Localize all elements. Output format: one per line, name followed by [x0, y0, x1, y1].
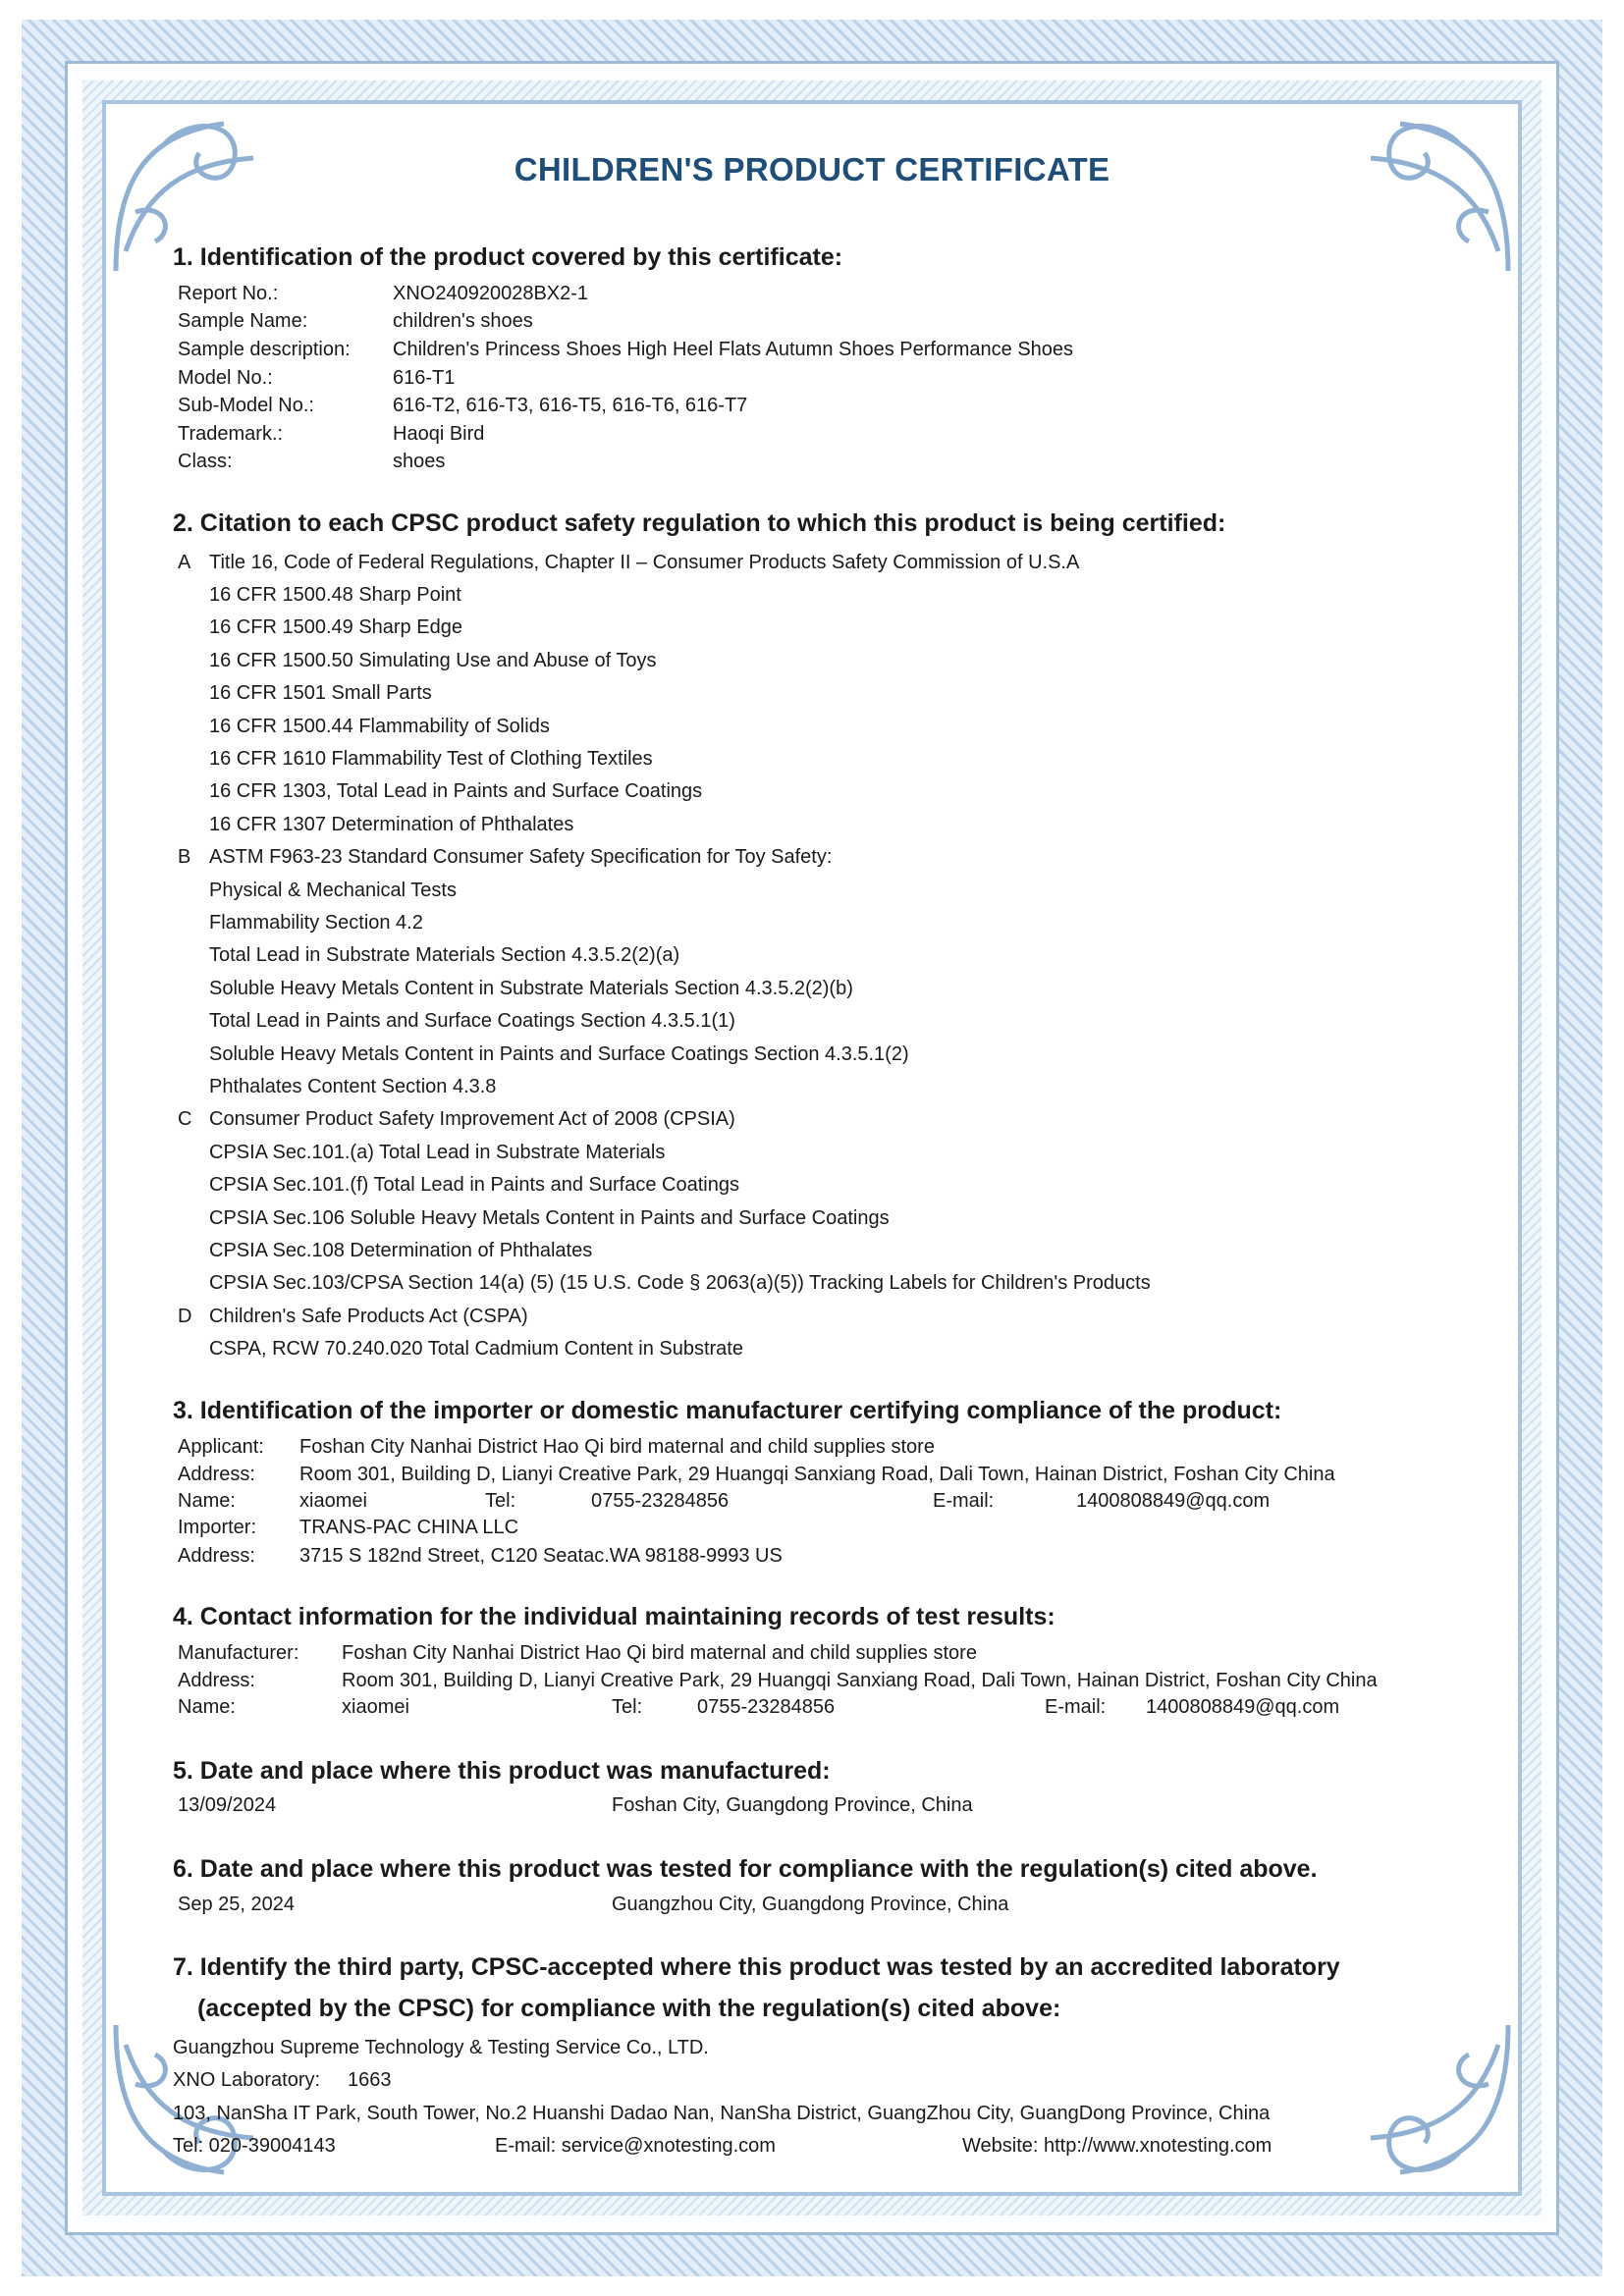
model-no-value: 616-T1: [393, 367, 456, 389]
trademark-value: Haoqi Bird: [393, 423, 485, 445]
lab-id: 1663: [348, 2069, 392, 2091]
sample-name-value: children's shoes: [393, 310, 533, 332]
applicant-address-label: Address:: [178, 1464, 255, 1485]
sample-name-label: Sample Name:: [178, 310, 308, 332]
records-name-value: xiaomei: [342, 1696, 409, 1718]
list-item: Soluble Heavy Metals Content in Substrate Materials Section 4.3.5.2(2)(b): [209, 978, 853, 999]
certificate-title: CHILDREN'S PRODUCT CERTIFICATE: [514, 151, 1110, 187]
importer-address-value: 3715 S 182nd Street, C120 Seatac.WA 98188-9993 US: [299, 1545, 783, 1567]
sample-description-label: Sample description:: [178, 339, 351, 360]
manufacture-place: Foshan City, Guangdong Province, China: [612, 1794, 973, 1816]
group-b-letter: B: [178, 846, 191, 868]
applicant-tel-value: 0755-23284856: [591, 1490, 730, 1512]
records-name-label: Name:: [178, 1696, 236, 1718]
sample-description-value: Children's Princess Shoes High Heel Flats Autumn Shoes Performance Shoes: [393, 339, 1074, 360]
class-label: Class:: [178, 451, 233, 472]
list-item: Total Lead in Paints and Surface Coatings Section 4.3.5.1(1): [209, 1010, 735, 1032]
applicant-label: Applicant:: [178, 1436, 264, 1458]
applicant-address-value: Room 301, Building D, Lianyi Creative Park, 29 Huangqi Sanxiang Road, Dali Town, Hainan District, Foshan City China: [299, 1464, 1335, 1485]
section-1-heading: 1. Identification of the product covered by this certificate:: [173, 243, 843, 271]
group-b-title: ASTM F963-23 Standard Consumer Safety Specification for Toy Safety:: [209, 846, 833, 868]
list-item: CPSIA Sec.101.(a) Total Lead in Substrate Materials: [209, 1142, 666, 1163]
test-place: Guangzhou City, Guangdong Province, China: [612, 1894, 1009, 1915]
list-item: CPSIA Sec.108 Determination of Phthalates: [209, 1240, 593, 1261]
group-c-title: Consumer Product Safety Improvement Act of 2008 (CPSIA): [209, 1108, 735, 1130]
list-item: 16 CFR 1500.44 Flammability of Solids: [209, 716, 550, 737]
report-no-label: Report No.:: [178, 283, 279, 304]
manufacture-date: 13/09/2024: [178, 1794, 277, 1816]
applicant-email-value: 1400808849@qq.com: [1076, 1490, 1271, 1512]
importer-value: TRANS-PAC CHINA LLC: [299, 1517, 519, 1538]
records-email-label: E-mail:: [1045, 1696, 1107, 1718]
applicant-tel-label: Tel:: [485, 1490, 516, 1512]
section-5-heading: 5. Date and place where this product was manufactured:: [173, 1757, 831, 1785]
list-item: 16 CFR 1500.48 Sharp Point: [209, 584, 461, 606]
model-no-label: Model No.:: [178, 367, 273, 389]
group-d-title: Children's Safe Products Act (CSPA): [209, 1306, 528, 1327]
section-3-heading: 3. Identification of the importer or domestic manufacturer certifying compliance of the product:: [173, 1397, 1282, 1424]
section-6-heading: 6. Date and place where this product was tested for compliance with the regulation(s) cited above.: [173, 1855, 1318, 1883]
records-email-value: 1400808849@qq.com: [1146, 1696, 1340, 1718]
list-item: Total Lead in Substrate Materials Section 4.3.5.2(2)(a): [209, 944, 680, 966]
group-d-letter: D: [178, 1306, 192, 1327]
list-item: Soluble Heavy Metals Content in Paints and Surface Coatings Section 4.3.5.1(2): [209, 1043, 909, 1065]
list-item: 16 CFR 1610 Flammability Test of Clothing Textiles: [209, 748, 653, 770]
lab-tel: Tel: 020-39004143: [173, 2135, 336, 2157]
list-item: CPSIA Sec.103/CPSA Section 14(a) (5) (15 U.S. Code § 2063(a)(5)) Tracking Labels for Children's Products: [209, 1272, 1151, 1294]
manufacturer-value: Foshan City Nanhai District Hao Qi bird maternal and child supplies store: [342, 1642, 977, 1664]
list-item: 16 CFR 1303, Total Lead in Paints and Surface Coatings: [209, 780, 703, 802]
lab-name: Guangzhou Supreme Technology & Testing Service Co., LTD.: [173, 2037, 709, 2058]
list-item: 16 CFR 1501 Small Parts: [209, 682, 432, 704]
group-a-letter: A: [178, 552, 191, 573]
records-tel-label: Tel:: [612, 1696, 643, 1718]
importer-address-label: Address:: [178, 1545, 255, 1567]
lab-website: Website: http://www.xnotesting.com: [962, 2135, 1272, 2157]
manufacturer-label: Manufacturer:: [178, 1642, 299, 1664]
list-item: 16 CFR 1307 Determination of Phthalates: [209, 814, 574, 835]
class-value: shoes: [393, 451, 446, 472]
list-item: 16 CFR 1500.49 Sharp Edge: [209, 616, 462, 638]
lab-address: 103, NanSha IT Park, South Tower, No.2 Huanshi Dadao Nan, NanSha District, GuangZhou City, GuangDong Province, China: [173, 2103, 1271, 2124]
trademark-label: Trademark.:: [178, 423, 284, 445]
manufacturer-address-label: Address:: [178, 1670, 255, 1691]
section-7-heading: 7. Identify the third party, CPSC-accepted where this product was tested by an accredited laboratory: [173, 1953, 1340, 1981]
section-2-heading: 2. Citation to each CPSC product safety regulation to which this product is being certified:: [173, 509, 1226, 537]
list-item: 16 CFR 1500.50 Simulating Use and Abuse of Toys: [209, 650, 657, 671]
test-date: Sep 25, 2024: [178, 1894, 295, 1915]
applicant-value: Foshan City Nanhai District Hao Qi bird maternal and child supplies store: [299, 1436, 935, 1458]
manufacturer-address-value: Room 301, Building D, Lianyi Creative Park, 29 Huangqi Sanxiang Road, Dali Town, Hainan District, Foshan City China: [342, 1670, 1378, 1691]
lab-label: XNO Laboratory:: [173, 2069, 321, 2091]
applicant-email-label: E-mail:: [933, 1490, 995, 1512]
lab-email: E-mail: service@xnotesting.com: [495, 2135, 776, 2157]
importer-label: Importer:: [178, 1517, 257, 1538]
list-item: Physical & Mechanical Tests: [209, 880, 457, 901]
applicant-name-value: xiaomei: [299, 1490, 367, 1512]
report-no-value: XNO240920028BX2-1: [393, 283, 589, 304]
list-item: CPSIA Sec.101.(f) Total Lead in Paints and Surface Coatings: [209, 1174, 739, 1196]
list-item: Phthalates Content Section 4.3.8: [209, 1076, 497, 1097]
applicant-name-label: Name:: [178, 1490, 236, 1512]
sub-model-no-value: 616-T2, 616-T3, 616-T5, 616-T6, 616-T7: [393, 395, 748, 416]
list-item: CPSIA Sec.106 Soluble Heavy Metals Content in Paints and Surface Coatings: [209, 1207, 890, 1229]
section-4-heading: 4. Contact information for the individual maintaining records of test results:: [173, 1603, 1056, 1630]
list-item: Flammability Section 4.2: [209, 912, 423, 934]
records-tel-value: 0755-23284856: [697, 1696, 836, 1718]
sub-model-no-label: Sub-Model No.:: [178, 395, 314, 416]
group-c-letter: C: [178, 1108, 192, 1130]
list-item: CSPA, RCW 70.240.020 Total Cadmium Content in Substrate: [209, 1338, 743, 1360]
group-a-title: Title 16, Code of Federal Regulations, Chapter II – Consumer Products Safety Commission of U.S.A: [209, 552, 1080, 573]
section-7-heading-cont: (accepted by the CPSC) for compliance with the regulation(s) cited above:: [197, 1995, 1061, 2022]
